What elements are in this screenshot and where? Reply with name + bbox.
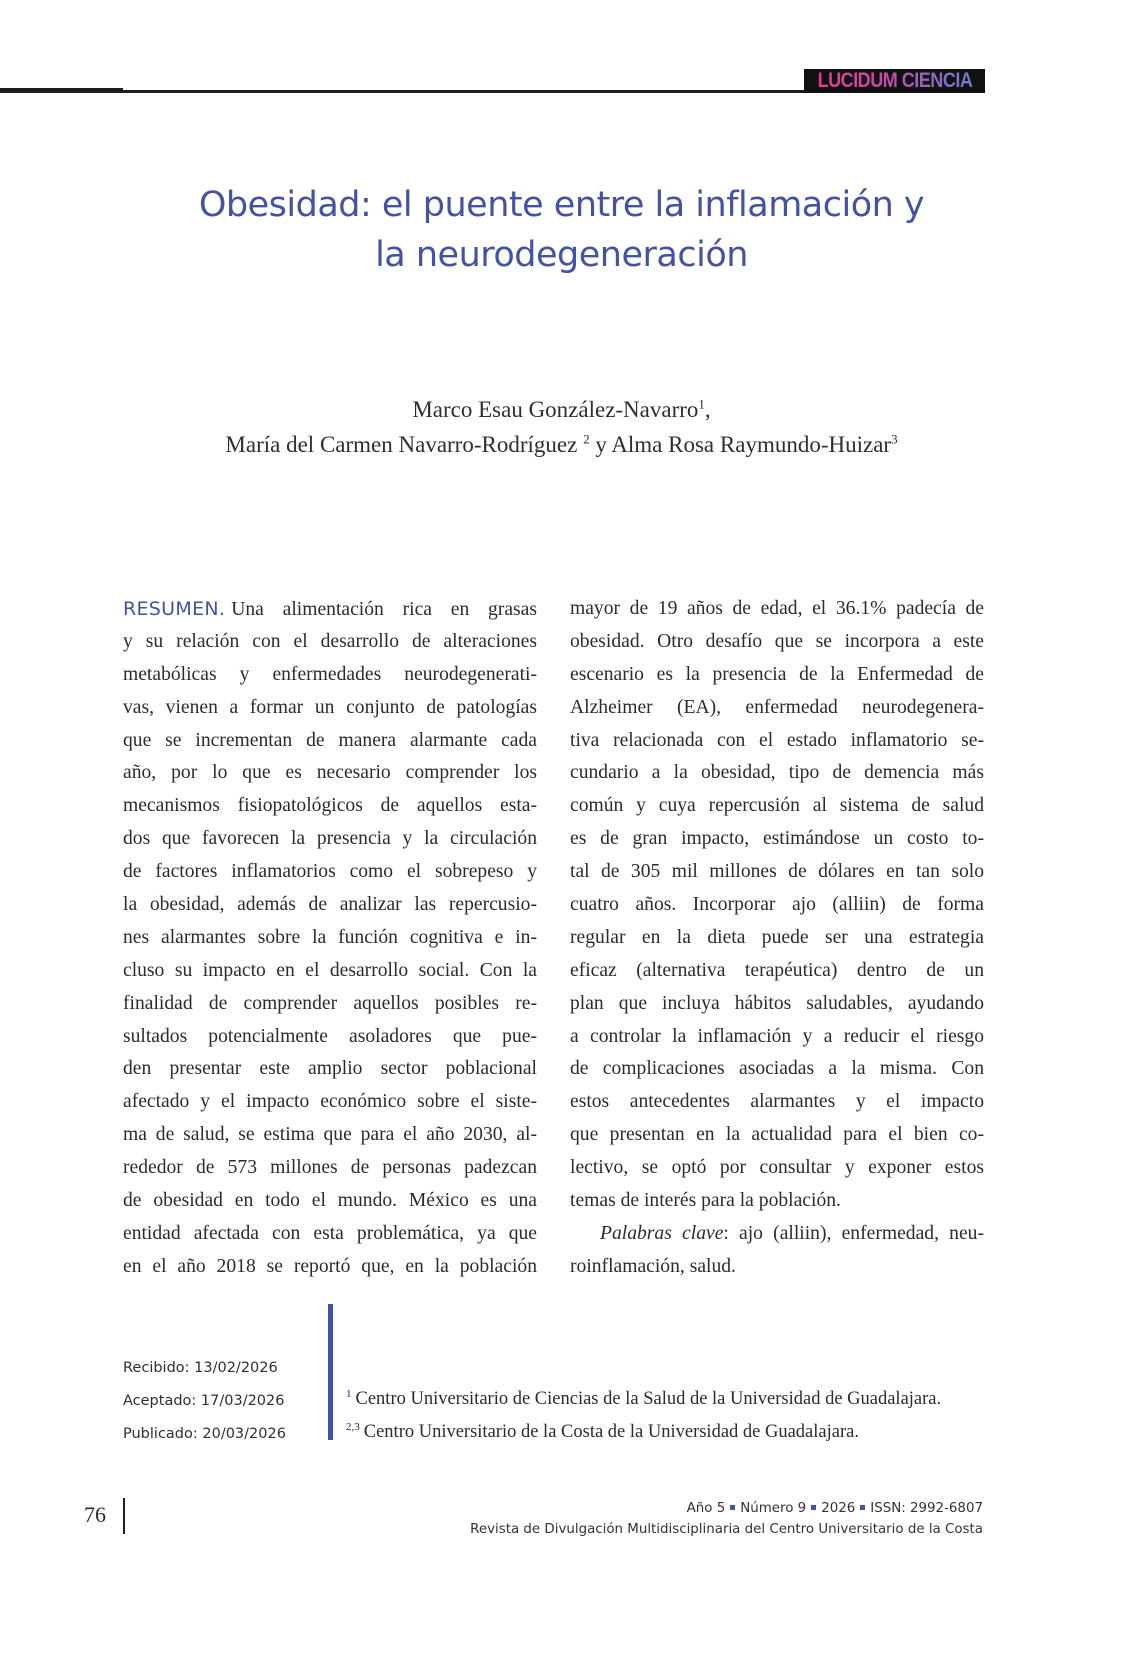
issue-pub-year: 2026 xyxy=(821,1501,856,1516)
affiliation-text: Centro Universitario de Ciencias de la Salud de la Universidad de Guadalajara. xyxy=(355,1389,942,1409)
affiliations xyxy=(346,1383,941,1449)
abstract-line: en el año 2018 se reportó que, en la población xyxy=(123,1255,537,1277)
author-line-2 xyxy=(0,427,1123,462)
author-affil-sup: 2 xyxy=(583,431,590,447)
abstract-line: común y cuya repercusión al sistema de salud xyxy=(570,795,984,817)
authors xyxy=(0,392,1123,462)
page-number-rule xyxy=(123,1498,125,1534)
abstract-line: lectivo, se optó por consultar y exponer estos xyxy=(570,1157,984,1179)
abstract-line: sultados potencialmente asoladores que pue- xyxy=(123,1025,537,1047)
keywords-line xyxy=(570,1218,984,1251)
affiliation-sup: 2,3 xyxy=(346,1420,360,1433)
author-name: y Alma Rosa Raymundo-Huizar xyxy=(589,432,892,457)
abstract-line: Alzheimer (EA), enfermedad neurodegenera- xyxy=(570,696,984,718)
affiliation-item xyxy=(346,1383,941,1416)
separator-square-icon xyxy=(811,1505,816,1510)
abstract-line: ma de salud, se estima que para el año 2030, al- xyxy=(123,1124,537,1146)
abstract-line: año, por lo que es necesario comprender los xyxy=(123,762,537,784)
author-line-1 xyxy=(0,392,1123,427)
journal-name: Revista de Divulgación Multidisciplinaria del Centro Universitario de la Costa xyxy=(470,1522,983,1537)
abstract-line: que se incrementan de manera alarmante cada xyxy=(123,729,537,751)
abstract-line: finalidad de comprender aquellos posibles re- xyxy=(123,992,537,1014)
header-rule-thick xyxy=(0,88,123,93)
abstract-line: afectado y el impacto económico sobre el siste- xyxy=(123,1091,537,1113)
article-dates xyxy=(123,1352,286,1451)
issue-number: Número 9 xyxy=(740,1501,807,1516)
separator-square-icon xyxy=(730,1505,735,1510)
date-published: Publicado: 20/03/2026 xyxy=(123,1426,286,1442)
affiliation-item xyxy=(346,1416,941,1449)
affiliation-sup: 1 xyxy=(346,1387,352,1400)
keywords-line: roinflamación, salud. xyxy=(570,1255,736,1277)
abstract-line: rededor de 573 millones de personas padezcan xyxy=(123,1157,537,1179)
abstract-line: escenario es la presencia de la Enfermedad de xyxy=(570,663,984,685)
page-number: 76 xyxy=(84,1502,106,1527)
abstract-line: eficaz (alternativa terapéutica) dentro de un xyxy=(570,959,984,981)
date-received: Recibido: 13/02/2026 xyxy=(123,1360,278,1376)
issn: ISSN: 2992-6807 xyxy=(870,1501,983,1516)
abstract-line: obesidad. Otro desafío que se incorpora a este xyxy=(570,630,984,652)
abstract-line: es de gran impacto, estimándose un costo to- xyxy=(570,828,984,850)
abstract-text: Una alimentación rica en grasas xyxy=(231,599,537,620)
abstract-line: la obesidad, además de analizar las repercusio- xyxy=(123,894,537,916)
abstract-line: temas de interés para la población. xyxy=(570,1190,841,1212)
author-affil-sup: 1 xyxy=(698,396,705,412)
accent-bar xyxy=(328,1304,333,1440)
journal-badge xyxy=(804,69,985,93)
abstract-line: mayor de 19 años de edad, el 36.1% padecía de xyxy=(570,598,984,619)
abstract-line: plan que incluya hábitos saludables, ayudando xyxy=(570,992,984,1014)
abstract-line: tal de 305 mil millones de dólares en tan solo xyxy=(570,861,984,883)
issue-year: Año 5 xyxy=(686,1501,726,1516)
abstract-line: cuatro años. Incorporar ajo (alliin) de forma xyxy=(570,894,984,916)
abstract-line: cundario a la obesidad, tipo de demencia más xyxy=(570,762,984,784)
abstract-line: mecanismos fisiopatológicos de aquellos esta- xyxy=(123,795,537,817)
abstract-label: RESUMEN. xyxy=(123,598,226,620)
abstract-line xyxy=(123,593,537,626)
journal-badge-text: LUCIDUM CIENCIA xyxy=(817,69,972,92)
abstract-line: de obesidad en todo el mundo. México es una xyxy=(123,1190,537,1212)
author-punct: , xyxy=(704,397,711,422)
author-name: María del Carmen Navarro-Rodríguez xyxy=(225,432,584,457)
abstract-line: estos antecedentes alarmantes y el impacto xyxy=(570,1091,984,1113)
abstract-column-right xyxy=(570,593,984,1284)
date-accepted: Aceptado: 17/03/2026 xyxy=(123,1393,285,1409)
abstract-line: de complicaciones asociadas a la misma. Con xyxy=(570,1058,984,1080)
keywords-label: Palabras clave xyxy=(600,1222,724,1244)
abstract-line: regular en la dieta puede ser una estrategia xyxy=(570,926,984,948)
abstract-line: que presentan en la actualidad para el bien co- xyxy=(570,1124,984,1146)
abstract-column-left xyxy=(123,593,537,1284)
abstract-line: tiva relacionada con el estado inflamatorio se- xyxy=(570,729,984,751)
abstract-line: nes alarmantes sobre la función cognitiva e in- xyxy=(123,926,537,948)
issue-info xyxy=(470,1498,983,1519)
journal-footer xyxy=(470,1498,983,1540)
abstract-line: vas, vienen a formar un conjunto de patologías xyxy=(123,696,537,718)
author-name: Marco Esau González-Navarro xyxy=(412,397,699,422)
abstract-line: dos que favorecen la presencia y la circulación xyxy=(123,828,537,850)
keywords-text: : ajo (alliin), enfermedad, neu- xyxy=(723,1222,984,1244)
title-line-2: la neurodegeneración xyxy=(375,235,748,275)
header-rule xyxy=(123,90,804,93)
abstract-line: cluso su impacto en el desarrollo social. Con la xyxy=(123,959,537,981)
separator-square-icon xyxy=(860,1505,865,1510)
abstract-line: den presentar este amplio sector poblacional xyxy=(123,1058,537,1080)
title-line-1: Obesidad: el puente entre la inflamación y xyxy=(198,185,925,225)
abstract-line: a controlar la inflamación y a reducir el riesgo xyxy=(570,1025,984,1047)
abstract-line: metabólicas y enfermedades neurodegenerati- xyxy=(123,663,537,685)
author-affil-sup: 3 xyxy=(891,431,898,447)
abstract-line: entidad afectada con esta problemática, ya que xyxy=(123,1222,537,1244)
abstract-line: y su relación con el desarrollo de alteraciones xyxy=(123,630,537,652)
affiliation-text: Centro Universitario de la Costa de la Universidad de Guadalajara. xyxy=(363,1422,859,1442)
abstract-line: de factores inflamatorios como el sobrepeso y xyxy=(123,861,537,883)
article-title xyxy=(0,180,1123,280)
